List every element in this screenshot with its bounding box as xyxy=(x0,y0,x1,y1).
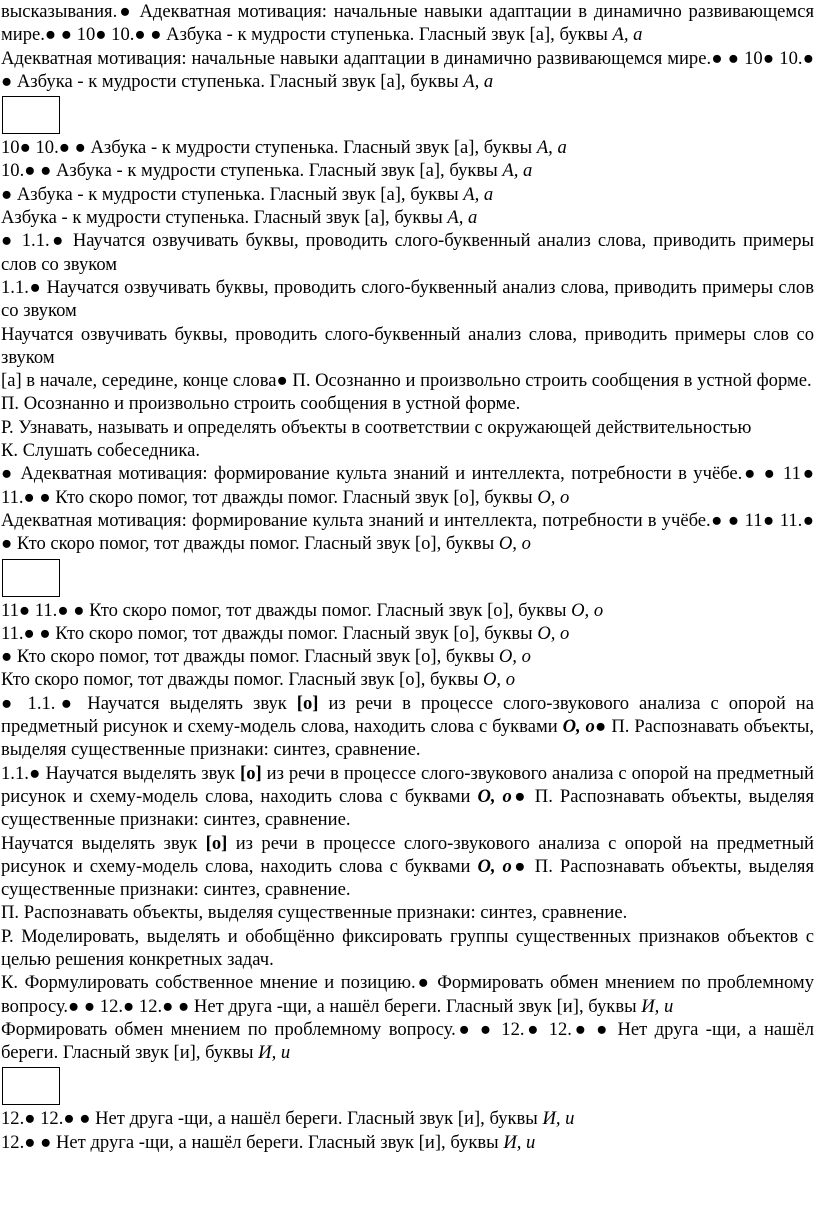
text-run: Научатся озвучивать буквы, проводить слого-буквенный анализ слова, приводить примеры слов со звуком xyxy=(1,323,814,368)
paragraph xyxy=(1,462,814,509)
text-run: 11● 11.● ● Кто скоро помог, тот дважды помог. Гласный звук [о], буквы xyxy=(1,599,572,621)
paragraph xyxy=(1,392,814,415)
text-run: Адекватная мотивация: начальные навыки адаптации в динамично развивающемся мире.● ● 10● 10.● ● Азбука - к мудрости ступенька. Гласный звук [а], буквы xyxy=(1,47,814,92)
text-run: О, о xyxy=(498,646,531,668)
text-run: 11.● ● Кто скоро помог, тот дважды помог. Гласный звук [о], буквы xyxy=(1,622,538,644)
text-run: О, о xyxy=(477,855,512,877)
text-run: 10● 10.● ● Азбука - к мудрости ступенька. Гласный звук [а], буквы xyxy=(1,137,537,159)
text-run: ● 1.1.● Научатся выделять звук xyxy=(1,692,297,714)
paragraph xyxy=(1,183,814,206)
text-run: Научатся выделять звук xyxy=(1,832,206,854)
text-run: Р. Моделировать, выделять и обобщённо фиксировать группы существенных признаков объектов с целью решения конкретных задач. xyxy=(1,925,814,970)
text-run: 12.● 12.● ● Нет друга -щи, а нашёл береги. Гласный звук [и], буквы xyxy=(1,1108,543,1130)
text-run: О, о xyxy=(537,622,570,644)
paragraph xyxy=(1,136,814,159)
text-run: Адекватная мотивация: формирование культа знаний и интеллекта, потребности в учёбе.● ● 11● 11.● ● Кто скоро помог, тот дважды помог. Гласный звук [о], буквы xyxy=(1,509,814,555)
text-run: из речи в процессе слого-звукового анализа с опорой на предметный рисунок и схему-модель слова, находить слова с буквами xyxy=(1,762,814,807)
text-run: Формировать обмен мнением по проблемному вопросу.● ● 12.● 12.● ● Нет друга -щи, а нашёл береги. Гласный звук [и], буквы xyxy=(1,1018,814,1064)
text-run: И, и xyxy=(503,1131,536,1153)
text-run: Кто скоро помог, тот дважды помог. Гласный звук [о], буквы xyxy=(1,669,483,691)
paragraph xyxy=(1,832,814,902)
paragraph xyxy=(1,622,814,645)
paragraph xyxy=(1,1131,814,1154)
text-run: ● П. Распознавать объекты, выделяя существенные признаки: синтез, сравнение. xyxy=(1,716,814,761)
text-run: О, о xyxy=(571,599,604,621)
text-run: И, и xyxy=(542,1108,575,1130)
text-run: высказывания.● Адекватная мотивация: начальные навыки адаптации в динамично развивающемся мире.● ● 10● 10.● ● Азбука - к мудрости ступенька. Гласный звук [а], буквы xyxy=(1,1,814,46)
text-run: ● Азбука - к мудрости ступенька. Гласный звук [а], буквы xyxy=(1,183,464,205)
text-run: А, а xyxy=(463,70,494,92)
paragraph xyxy=(1,925,814,972)
text-run: А, а xyxy=(463,183,494,205)
text-run: из речи в процессе слого-звукового анализа с опорой на предметный рисунок и схему-модель слова, находить слова с буквами xyxy=(1,832,815,877)
text-run: О, о xyxy=(477,785,512,807)
empty-frame xyxy=(2,1067,60,1105)
text-run: ● П. Распознавать объекты, выделяя существенные признаки: синтез, сравнение. xyxy=(1,855,815,901)
text-run: А, а xyxy=(536,137,567,159)
text-run: ● Адекватная мотивация: формирование культа знаний и интеллекта, потребности в учёбе.● ● 11● 11.● ● Кто скоро помог, тот дважды помог. Гласный звук [о], буквы xyxy=(1,463,814,508)
text-run: [о] xyxy=(240,762,262,784)
text-run: О, о xyxy=(498,533,531,555)
text-run: ● П. Распознавать объекты, выделяя существенные признаки: синтез, сравнение. xyxy=(1,785,815,831)
paragraph xyxy=(1,416,814,439)
text-run: [а] в начале, середине, конце слова● П. Осознанно и произвольно строить сообщения в устной форме. xyxy=(1,370,812,392)
text-run: И, и xyxy=(258,1042,291,1064)
text-run: 1.1.● Научатся выделять звук xyxy=(1,762,240,784)
text-run: ● Кто скоро помог, тот дважды помог. Гласный звук [о], буквы xyxy=(1,646,499,668)
text-run: А, а xyxy=(447,207,478,229)
paragraph xyxy=(1,159,814,182)
paragraph xyxy=(1,599,814,622)
text-run: ● 1.1.● Научатся озвучивать буквы, проводить слого-буквенный анализ слова, приводить примеры слов со звуком xyxy=(1,230,814,275)
paragraph xyxy=(1,668,814,691)
paragraph xyxy=(1,971,814,1018)
paragraph xyxy=(1,0,814,47)
text-run: [о] xyxy=(205,832,228,854)
paragraph xyxy=(1,762,814,832)
paragraph xyxy=(1,439,814,462)
text-run: 1.1.● Научатся озвучивать буквы, проводить слого-буквенный анализ слова, приводить примеры слов со звуком xyxy=(1,276,814,322)
text-run: О, о xyxy=(537,486,570,508)
paragraph xyxy=(1,692,814,762)
text-run: А, а xyxy=(502,160,533,182)
paragraph xyxy=(1,206,814,229)
text-run: из речи в процессе слого-звукового анализа с опорой на предметный рисунок и схему-модель слова, находить слова с буквами xyxy=(1,692,814,738)
paragraph xyxy=(1,369,814,392)
text-run: А, а xyxy=(612,24,643,46)
text-run: К. Формулировать собственное мнение и позицию.● Формировать обмен мнением по проблемному вопросу.● ● 12.● 12.● ● Нет друга -щи, а нашёл береги. Гласный звук [и], буквы xyxy=(1,972,814,1017)
text-run: О, о xyxy=(562,716,595,738)
paragraph xyxy=(1,901,814,924)
text-run: П. Осознанно и произвольно строить сообщения в устной форме. xyxy=(1,393,521,415)
paragraph xyxy=(1,323,814,370)
empty-frame xyxy=(2,559,60,597)
empty-frame xyxy=(2,96,60,134)
paragraph xyxy=(1,1107,814,1130)
paragraph xyxy=(1,1018,814,1065)
paragraph xyxy=(1,47,814,94)
paragraph xyxy=(1,229,814,276)
paragraph xyxy=(1,509,814,556)
text-run: Азбука - к мудрости ступенька. Гласный звук [а], буквы xyxy=(1,207,448,229)
text-run: 10.● ● Азбука - к мудрости ступенька. Гласный звук [а], буквы xyxy=(1,160,503,182)
paragraph xyxy=(1,276,814,323)
text-run: Р. Узнавать, называть и определять объекты в соответствии с окружающей действительностью xyxy=(1,416,752,438)
text-run: П. Распознавать объекты, выделяя существенные признаки: синтез, сравнение. xyxy=(1,902,628,924)
text-run: О, о xyxy=(483,669,516,691)
text-run: 12.● ● Нет друга -щи, а нашёл береги. Гласный звук [и], буквы xyxy=(1,1131,504,1153)
text-run: [о] xyxy=(296,692,319,714)
paragraph xyxy=(1,645,814,668)
text-run: К. Слушать собеседника. xyxy=(1,440,201,462)
text-run: И, и xyxy=(641,995,674,1017)
